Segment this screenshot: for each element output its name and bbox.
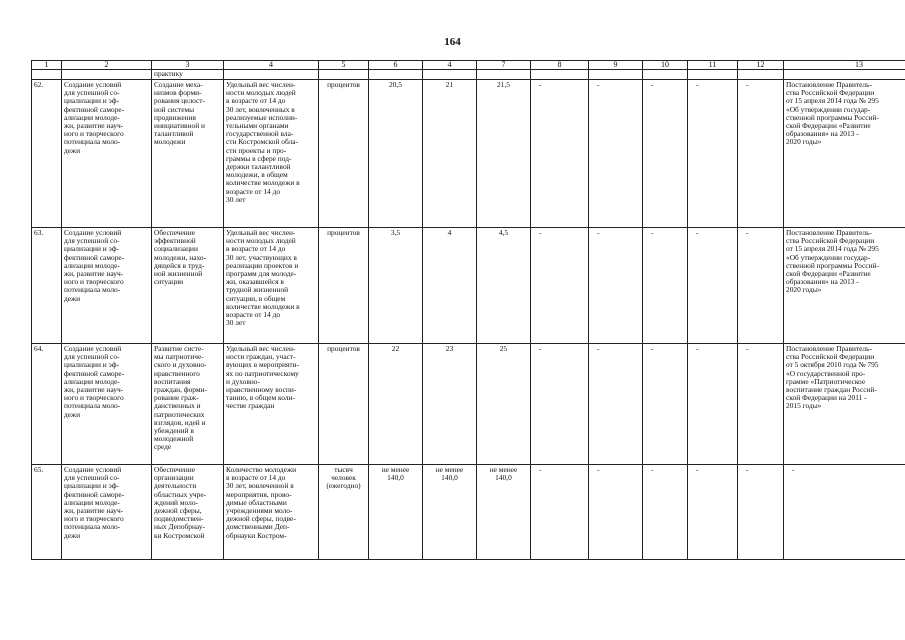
unit-cell-line: процентов: [327, 344, 360, 353]
legal-basis-cell-line: Постановление Правитель-: [786, 228, 872, 237]
unit-cell: [319, 228, 369, 344]
goal-cell-line: для успешной со-: [64, 473, 120, 483]
indicator-cell-line: ности молодых людей: [226, 236, 296, 246]
indicator-cell-line: мероприятия, прово-: [226, 489, 292, 499]
row-number: 64.: [32, 344, 62, 465]
value-cell: -: [531, 80, 589, 228]
indicator-cell-line: ности граждан, участ-: [226, 352, 296, 362]
task-cell-line: воспитания: [154, 376, 191, 386]
unit-cell: [319, 80, 369, 228]
table-body: [32, 61, 905, 560]
goal-cell-line: циализации и эф-: [64, 360, 119, 370]
legal-basis-cell: [784, 344, 905, 465]
value-cell: -: [738, 465, 784, 560]
indicator-cell-line: тельными органами: [226, 121, 289, 131]
legal-basis-cell-line: ства Российской Федерации: [786, 352, 875, 362]
table-row: [32, 228, 905, 344]
indicator-cell-line: и духовно-: [226, 376, 260, 386]
task-cell-line: подведомствен-: [154, 514, 204, 524]
legal-basis-cell-line: от 15 апреля 2014 года № 295: [786, 96, 879, 106]
goal-cell-line: жи, развитие науч-: [64, 506, 124, 516]
indicator-cell: [224, 228, 319, 344]
legal-basis-cell-line: ской Федерации «Развитие: [786, 269, 871, 279]
task-cell-line: молодежи, нахо-: [154, 252, 207, 262]
goal-cell-line: ного и творческого: [64, 393, 124, 403]
indicator-cell: [224, 80, 319, 228]
value-cell: -: [531, 344, 589, 465]
legal-basis-cell-line: грамме «Патриотическое: [786, 376, 866, 386]
legal-basis-cell-line: «Об утверждении государ-: [786, 104, 871, 114]
value-cell-line: 23: [445, 344, 454, 353]
column-number: 11: [688, 61, 738, 70]
indicator-cell-line: танию, в общем коли-: [226, 393, 295, 403]
unit-cell-line: человек: [331, 473, 356, 483]
value-cell-line: 22: [391, 344, 400, 353]
value-cell: -: [738, 80, 784, 228]
indicator-cell-line: возрасте от 14 до: [226, 186, 281, 196]
indicator-cell-line: Удельный вес числен-: [226, 344, 296, 353]
goal-cell-line: для успешной со-: [64, 236, 120, 246]
table-row: [32, 80, 905, 228]
goal-cell: [62, 465, 152, 560]
unit-cell-line: тысяч: [334, 465, 353, 474]
indicator-cell-line: честве граждан: [226, 401, 275, 411]
task-cell-line: дящейся в труд-: [154, 260, 205, 270]
legal-basis-cell-line: ственной программы Россий-: [786, 260, 879, 270]
legal-basis-cell: [784, 228, 905, 344]
value-cell-line: не менее: [489, 465, 518, 474]
task-cell-line: Развитие систе-: [154, 344, 204, 353]
value-cell: -: [589, 228, 643, 344]
goal-cell-line: фективной саморе-: [64, 104, 125, 114]
column-number: 8: [531, 61, 589, 70]
column-number: 9: [589, 61, 643, 70]
indicator-cell-line: обрнауки Костром-: [226, 530, 287, 540]
goal-cell-line: ного и творческого: [64, 277, 124, 287]
indicator-cell-line: сти Костромской обла-: [226, 137, 298, 147]
value-cell-line: 140,0: [495, 473, 512, 483]
legal-basis-cell-line: «Об утверждении государ-: [786, 252, 871, 262]
task-cell-line: ситуации: [154, 277, 184, 287]
value-cell: [477, 80, 531, 228]
value-cell: -: [738, 228, 784, 344]
task-cell-line: молодежной: [154, 434, 194, 444]
indicator-cell-line: сти проекты и про-: [226, 145, 287, 155]
column-number: 13: [784, 61, 905, 70]
indicator-cell-line: ности молодых людей: [226, 88, 296, 98]
goal-cell-line: для успешной со-: [64, 352, 120, 362]
value-cell: [423, 228, 477, 344]
column-number: 6: [369, 61, 423, 70]
legal-basis-cell-line: 2015 годы»: [786, 401, 822, 411]
value-cell: [477, 344, 531, 465]
value-cell: -: [643, 344, 688, 465]
column-number: 7: [477, 61, 531, 70]
value-cell: -: [688, 465, 738, 560]
indicator-cell-line: возрасте от 14 до: [226, 310, 281, 320]
indicator-cell-line: димые областными: [226, 497, 287, 507]
column-number: 5: [319, 61, 369, 70]
goal-cell-line: потенциала моло-: [64, 522, 121, 532]
continuation-row: [32, 70, 905, 80]
value-cell-line: 21,5: [497, 80, 510, 89]
value-cell: [369, 228, 423, 344]
value-cell: -: [589, 80, 643, 228]
indicator-cell-line: Количество молодежи: [226, 465, 297, 474]
indicator-cell-line: домственными Деп-: [226, 522, 290, 532]
goal-cell-line: Создание условий: [64, 80, 122, 89]
task-cell-line: низмов форми-: [154, 88, 202, 98]
value-cell: -: [589, 465, 643, 560]
indicator-cell-line: Удельный вес числен-: [226, 80, 296, 89]
value-cell-line: 4: [447, 228, 452, 237]
row-number: 63.: [32, 228, 62, 344]
legal-basis-cell-line: от 15 апреля 2014 года № 295: [786, 244, 879, 254]
goal-cell-line: ализации молоде-: [64, 112, 120, 122]
task-cell-line: ки Костромской: [154, 530, 205, 540]
goal-cell-line: фективной саморе-: [64, 489, 125, 499]
table-row: [32, 344, 905, 465]
column-number: 10: [643, 61, 688, 70]
indicator-cell-line: трудной жизненной: [226, 285, 289, 295]
goal-cell-line: потенциала моло-: [64, 285, 121, 295]
row-number: 65.: [32, 465, 62, 560]
goal-cell-line: ного и творческого: [64, 514, 124, 524]
indicator-cell-line: количестве молодежи в: [226, 301, 300, 311]
task-cell-line: нравственного: [154, 368, 200, 378]
legal-basis-cell-line: ства Российской Федерации: [786, 236, 875, 246]
task-cell-line: Создание меха-: [154, 80, 203, 89]
task-cell-line: Обеспечение: [154, 228, 195, 237]
column-number: 3: [152, 61, 224, 70]
goal-cell-line: циализации и эф-: [64, 481, 119, 491]
legal-basis-cell-line: Постановление Правитель-: [786, 80, 872, 89]
goal-cell-line: потенциала моло-: [64, 401, 121, 411]
goal-cell-line: потенциала моло-: [64, 137, 121, 147]
task-cell-line: эффективной: [154, 236, 196, 246]
value-cell: [423, 465, 477, 560]
indicator-cell-line: 30 лет, вовлеченной в: [226, 481, 294, 491]
indicator-cell-line: 30 лет: [226, 194, 246, 204]
goal-cell-line: дежи: [64, 293, 81, 303]
value-cell: [369, 344, 423, 465]
task-cell-line: граждан, форми-: [154, 385, 207, 395]
unit-cell-line: процентов: [327, 228, 360, 237]
indicator-cell-line: в возрасте от 14 до: [226, 473, 286, 483]
indicator-cell-line: 30 лет, вовлеченных в: [226, 104, 295, 114]
indicator-cell-line: 30 лет, участвующих в: [226, 252, 297, 262]
value-cell: -: [738, 344, 784, 465]
legal-basis-cell-line: образования» на 2013 -: [786, 129, 859, 139]
value-cell-line: 21: [445, 80, 454, 89]
goal-cell-line: Создание условий: [64, 465, 122, 474]
legal-basis-cell-line: ской Федерации «Развитие: [786, 121, 871, 131]
task-cell-line: молодежи: [154, 137, 186, 147]
indicator-cell-line: держки талантливой: [226, 162, 291, 172]
goal-cell-line: жи, развитие науч-: [64, 121, 124, 131]
column-number-row: [32, 61, 905, 70]
task-cell-line: убеждений в: [154, 426, 194, 436]
legal-basis-cell-line: ственной программы Россий-: [786, 112, 879, 122]
legal-basis-cell-line: образования» на 2013 -: [786, 277, 859, 287]
legal-basis-cell-line: ства Российской Федерации: [786, 88, 875, 98]
indicator-cell-line: граммы в сфере под-: [226, 153, 292, 163]
task-cell-line: патриотических: [154, 409, 205, 419]
value-cell: [423, 80, 477, 228]
goal-cell-line: Создание условий: [64, 228, 122, 237]
goal-cell-line: ализации молоде-: [64, 376, 120, 386]
column-number: 12: [738, 61, 784, 70]
indicator-cell-line: вующих в мероприяти-: [226, 360, 299, 370]
value-cell-line: не менее: [435, 465, 464, 474]
task-cell-line: взглядов, идей и: [154, 417, 206, 427]
legal-basis-cell-line: 2020 годы»: [786, 137, 822, 147]
continuation-text: практику: [152, 70, 224, 80]
indicator-cell-line: учреждениями моло-: [226, 506, 293, 516]
task-cell-line: рование граж-: [154, 393, 199, 403]
value-cell-line: 3,5: [390, 228, 401, 237]
indicator-cell-line: ях по патриотическому: [226, 368, 299, 378]
task-cell-line: ной жизненной: [154, 269, 203, 279]
indicator-cell-line: Удельный вес числен-: [226, 228, 296, 237]
table-row: [32, 465, 905, 560]
goal-cell: [62, 80, 152, 228]
goal-cell-line: циализации и эф-: [64, 244, 119, 254]
value-cell: [369, 465, 423, 560]
task-cell-line: мы патриотиче-: [154, 352, 204, 362]
column-number: 4: [423, 61, 477, 70]
legal-basis-cell-line: от 5 октября 2010 года № 795: [786, 360, 879, 370]
goal-cell-line: фективной саморе-: [64, 252, 125, 262]
value-cell: [423, 344, 477, 465]
task-cell-line: талантливой: [154, 129, 194, 139]
value-cell: [477, 228, 531, 344]
task-cell-line: среде: [154, 442, 172, 452]
page-number: 164: [444, 36, 461, 48]
goal-cell-line: ного и творческого: [64, 129, 124, 139]
column-number: 1: [32, 61, 62, 70]
indicator-cell-line: молодежи, в общем: [226, 170, 288, 180]
value-cell: [477, 465, 531, 560]
indicator-cell-line: программ для молоде-: [226, 269, 297, 279]
task-cell-line: областных учре-: [154, 489, 207, 499]
legal-basis-cell: [784, 465, 905, 560]
value-cell: -: [688, 228, 738, 344]
value-cell: -: [688, 80, 738, 228]
task-cell-line: инициативной и: [154, 121, 205, 131]
goal-cell-line: жи, развитие науч-: [64, 269, 124, 279]
task-cell: [152, 344, 224, 465]
indicator-cell-line: в возрасте от 14 до: [226, 96, 286, 106]
unit-cell: [319, 465, 369, 560]
indicator-cell-line: реализации проектов и: [226, 260, 299, 270]
task-cell-line: дежной сферы,: [154, 506, 202, 516]
goal-cell-line: жи, развитие науч-: [64, 385, 124, 395]
value-cell-line: 140,0: [441, 473, 458, 483]
task-cell-line: ных Депобрнау-: [154, 522, 205, 532]
value-cell: -: [643, 228, 688, 344]
column-number: 2: [62, 61, 152, 70]
indicator-cell: [224, 344, 319, 465]
task-cell-line: данственных и: [154, 401, 201, 411]
task-cell-line: продвижения: [154, 112, 196, 122]
task-cell-line: деятельности: [154, 481, 197, 491]
legal-basis-cell: [784, 80, 905, 228]
unit-cell-line: процентов: [327, 80, 360, 89]
column-number: 4: [224, 61, 319, 70]
value-cell: [369, 80, 423, 228]
task-cell-line: ского и духовно-: [154, 360, 207, 370]
goal-cell: [62, 344, 152, 465]
goal-cell-line: для успешной со-: [64, 88, 120, 98]
task-cell-line: ной системы: [154, 104, 195, 114]
unit-cell-line: (ежегодно): [326, 481, 361, 491]
task-cell: [152, 465, 224, 560]
goal-cell-line: дежи: [64, 145, 81, 155]
goal-cell-line: фективной саморе-: [64, 368, 125, 378]
goal-cell: [62, 228, 152, 344]
value-cell: -: [589, 344, 643, 465]
task-cell-line: ждений моло-: [154, 497, 198, 507]
value-cell-line: 4,5: [498, 228, 509, 237]
task-cell-line: организации: [154, 473, 194, 483]
value-cell: -: [643, 465, 688, 560]
value-cell: -: [531, 465, 589, 560]
indicator-cell-line: дежной сферы, подве-: [226, 514, 296, 524]
value-cell: -: [531, 228, 589, 344]
indicator-cell-line: государственной вла-: [226, 129, 294, 139]
indicator-cell-line: нравственному воспи-: [226, 385, 297, 395]
task-cell-line: Обеспечение: [154, 465, 195, 474]
value-cell: -: [643, 80, 688, 228]
unit-cell: [319, 344, 369, 465]
indicator-cell-line: ситуации, в общем: [226, 293, 286, 303]
indicator-cell-line: реализуемые исполни-: [226, 112, 298, 122]
legal-basis-cell-line: воспитание граждан Россий-: [786, 385, 877, 395]
indicator-cell: [224, 465, 319, 560]
legal-basis-cell-line: Постановление Правитель-: [786, 344, 872, 353]
row-number: 62.: [32, 80, 62, 228]
legal-basis-cell-line: «О государственной про-: [786, 368, 866, 378]
value-cell-line: 20,5: [389, 80, 402, 89]
task-cell: [152, 80, 224, 228]
goal-cell-line: ализации молоде-: [64, 497, 120, 507]
indicator-cell-line: в возрасте от 14 до: [226, 244, 286, 254]
goal-cell-line: дежи: [64, 409, 81, 419]
task-cell-line: рования целост-: [154, 96, 205, 106]
goal-cell-line: Создание условий: [64, 344, 122, 353]
indicators-table: [31, 60, 905, 560]
value-cell: -: [688, 344, 738, 465]
legal-basis-cell-line: 2020 годы»: [786, 285, 822, 295]
value-cell-line: не менее: [381, 465, 410, 474]
value-cell-line: 25: [499, 344, 508, 353]
goal-cell-line: циализации и эф-: [64, 96, 119, 106]
indicator-cell-line: жи, оказавшейся в: [226, 277, 284, 287]
indicator-cell-line: 30 лет: [226, 318, 246, 328]
indicator-cell-line: количестве молодежи в: [226, 178, 300, 188]
legal-basis-cell-line: ской Федерации на 2011 -: [786, 393, 867, 403]
goal-cell-line: ализации молоде-: [64, 260, 120, 270]
task-cell-line: социализации: [154, 244, 198, 254]
legal-basis-cell-line: -: [792, 465, 795, 474]
goal-cell-line: дежи: [64, 530, 81, 540]
value-cell-line: 140,0: [387, 473, 404, 483]
task-cell: [152, 228, 224, 344]
